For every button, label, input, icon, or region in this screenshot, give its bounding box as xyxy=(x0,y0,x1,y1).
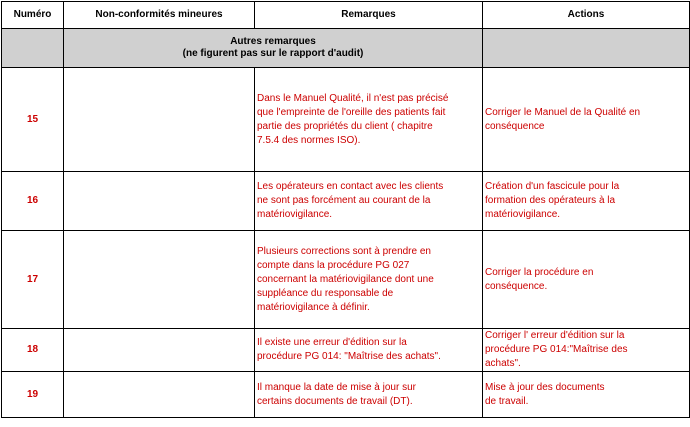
action-line: achats". xyxy=(485,358,521,369)
remarque-cell xyxy=(255,68,483,172)
action-cell xyxy=(483,372,690,418)
section-empty-cell xyxy=(2,29,64,68)
section-title-line1: Autres remarques xyxy=(230,36,316,47)
header-actions: Actions xyxy=(483,2,690,29)
table-row xyxy=(2,231,690,329)
nonconformite-cell xyxy=(64,372,255,418)
remarque-line: procédure PG 014: "Maîtrise des achats". xyxy=(257,351,441,362)
section-row xyxy=(2,29,690,68)
remarque-line: concernant la matériovigilance dont une xyxy=(257,273,434,285)
remarque-line: 7.5.4 des normes ISO). xyxy=(257,134,361,146)
row-number: 15 xyxy=(2,68,64,172)
remarque-line: suppléance du responsable de xyxy=(257,287,394,299)
remarque-line: certains documents de travail (DT). xyxy=(257,395,413,407)
action-line: Corriger l' erreur d'édition sur la xyxy=(485,330,625,341)
action-line: de travail. xyxy=(485,395,529,407)
header-numero: Numéro xyxy=(2,2,64,29)
remarque-cell xyxy=(255,372,483,418)
audit-remarks-table xyxy=(1,1,690,418)
remarque-line: matériovigilance. xyxy=(257,209,333,220)
action-cell xyxy=(483,329,690,372)
action-line: Corriger le Manuel de la Qualité en xyxy=(485,106,641,118)
remarque-line: matériovigilance à définir. xyxy=(257,301,370,313)
action-line: procédure PG 014:"Maîtrise des xyxy=(485,344,628,355)
action-line: matériovigilance. xyxy=(485,209,561,220)
nonconformite-cell xyxy=(64,172,255,231)
row-number: 16 xyxy=(2,172,64,231)
remarque-line: Les opérateurs en contact avec les clients xyxy=(257,181,444,192)
action-line: formation des opérateurs à la xyxy=(485,195,616,206)
remarque-line: Plusieurs corrections sont à prendre en xyxy=(257,245,431,257)
row-number: 18 xyxy=(2,329,64,372)
nonconformite-cell xyxy=(64,329,255,372)
remarque-line: partie des propriétés du client ( chapitre xyxy=(257,120,433,132)
action-cell xyxy=(483,231,690,329)
action-cell xyxy=(483,172,690,231)
remarque-line: que l'empreinte de l'oreille des patients fait xyxy=(257,106,446,118)
action-line: conséquence xyxy=(485,120,545,132)
remarque-cell xyxy=(255,172,483,231)
section-empty-cell xyxy=(483,29,690,68)
nonconformite-cell xyxy=(64,231,255,329)
remarque-line: Il existe une erreur d'édition sur la xyxy=(257,337,407,348)
remarque-cell xyxy=(255,329,483,372)
header-nonconformites: Non-conformités mineures xyxy=(64,2,255,29)
table-row xyxy=(2,372,690,418)
remarque-line: Il manque la date de mise à jour sur xyxy=(257,381,416,393)
section-title xyxy=(64,29,483,68)
header-remarques: Remarques xyxy=(255,2,483,29)
action-cell xyxy=(483,68,690,172)
table-row xyxy=(2,172,690,231)
action-line: Mise à jour des documents xyxy=(485,381,605,393)
section-title-line2: (ne figurent pas sur le rapport d'audit) xyxy=(182,48,364,59)
action-line: Création d'un fascicule pour la xyxy=(485,181,620,192)
action-line: conséquence. xyxy=(485,280,548,292)
row-number: 19 xyxy=(2,372,64,418)
nonconformite-cell xyxy=(64,68,255,172)
action-line: Corriger la procédure en xyxy=(485,266,594,278)
remarque-line: compte dans la procédure PG 027 xyxy=(257,259,410,271)
table-row xyxy=(2,68,690,172)
remarque-line: Dans le Manuel Qualité, il n'est pas précisé xyxy=(257,92,449,104)
row-number: 17 xyxy=(2,231,64,329)
remarque-line: ne sont pas forcément au courant de la xyxy=(257,195,431,206)
table-row xyxy=(2,329,690,372)
remarque-cell xyxy=(255,231,483,329)
header-row xyxy=(2,2,690,29)
